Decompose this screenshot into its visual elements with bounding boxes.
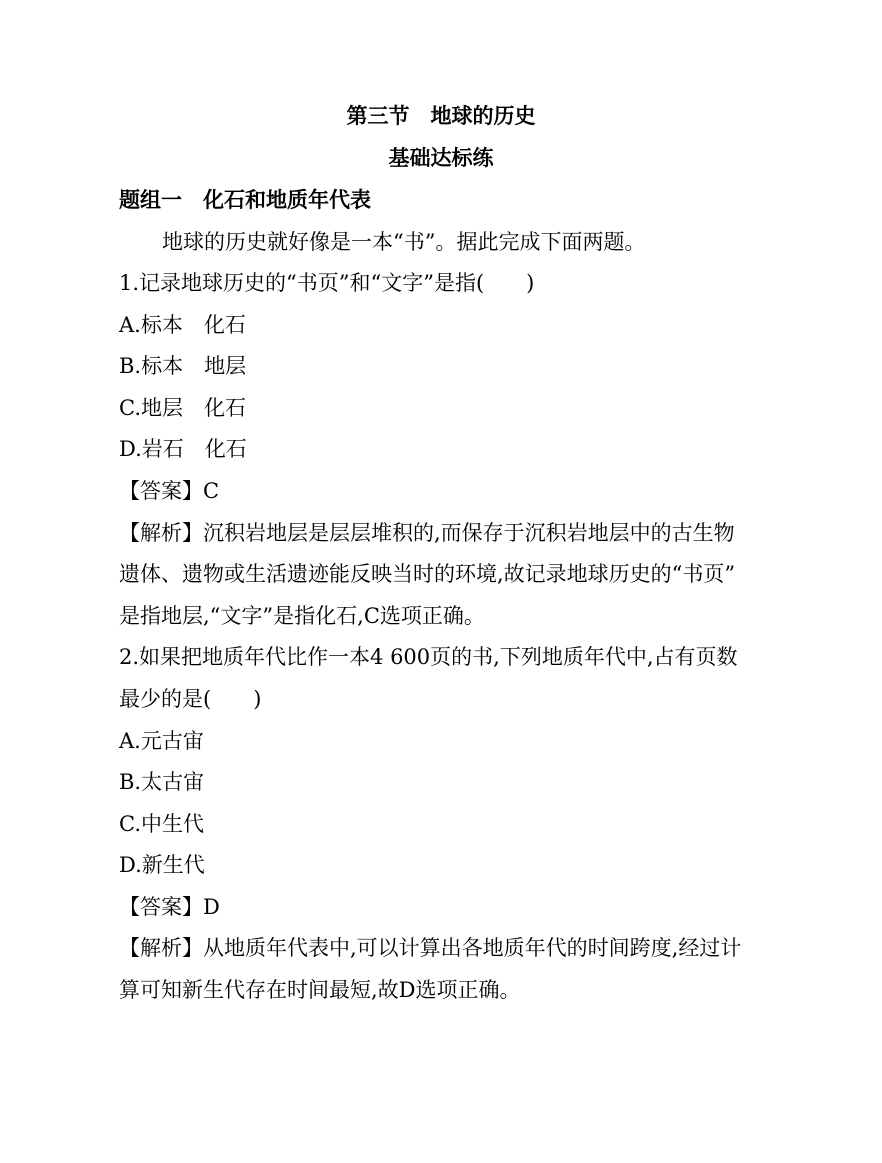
- section-subtitle: 基础达标练: [388, 146, 494, 170]
- question-1-option-c: C.地层 化石: [119, 396, 246, 420]
- section-title: 第三节 地球的历史: [346, 104, 536, 128]
- question-1-answer: 【答案】C: [119, 479, 220, 503]
- question-1-option-b: B.标本 地层: [119, 354, 247, 378]
- question-2-option-b: B.太古宙: [119, 770, 205, 794]
- question-2-option-c: C.中生代: [119, 812, 204, 836]
- intro-text: 地球的历史就好像是一本“书”。据此完成下面两题。: [162, 230, 646, 254]
- question-2-option-a: A.元古宙: [119, 729, 204, 753]
- group-heading: 题组一 化石和地质年代表: [119, 188, 371, 212]
- question-2-stem-line-2: 最少的是( ): [119, 687, 262, 711]
- question-1-option-a: A.标本 化石: [119, 313, 246, 337]
- question-2-explanation-line-1: 【解析】从地质年代表中,可以计算出各地质年代的时间跨度,经过计: [119, 936, 742, 960]
- question-1-explanation-line-3: 是指地层,“文字”是指化石,C选项正确。: [119, 604, 485, 628]
- question-1-explanation-line-2: 遗体、遗物或生活遗迹能反映当时的环境,故记录地球历史的“书页”: [119, 562, 736, 586]
- question-2-option-d: D.新生代: [119, 853, 205, 877]
- question-2-stem-line-1: 2.如果把地质年代比作一本4 600页的书,下列地质年代中,占有页数: [119, 645, 738, 669]
- question-2-explanation-line-2: 算可知新生代存在时间最短,故D选项正确。: [119, 978, 521, 1002]
- question-2-answer: 【答案】D: [119, 895, 220, 919]
- question-1-stem: 1.记录地球历史的“书页”和“文字”是指( ): [119, 271, 535, 295]
- question-1-option-d: D.岩石 化石: [119, 437, 247, 461]
- question-1-explanation-line-1: 【解析】沉积岩地层是层层堆积的,而保存于沉积岩地层中的古生物: [119, 521, 735, 545]
